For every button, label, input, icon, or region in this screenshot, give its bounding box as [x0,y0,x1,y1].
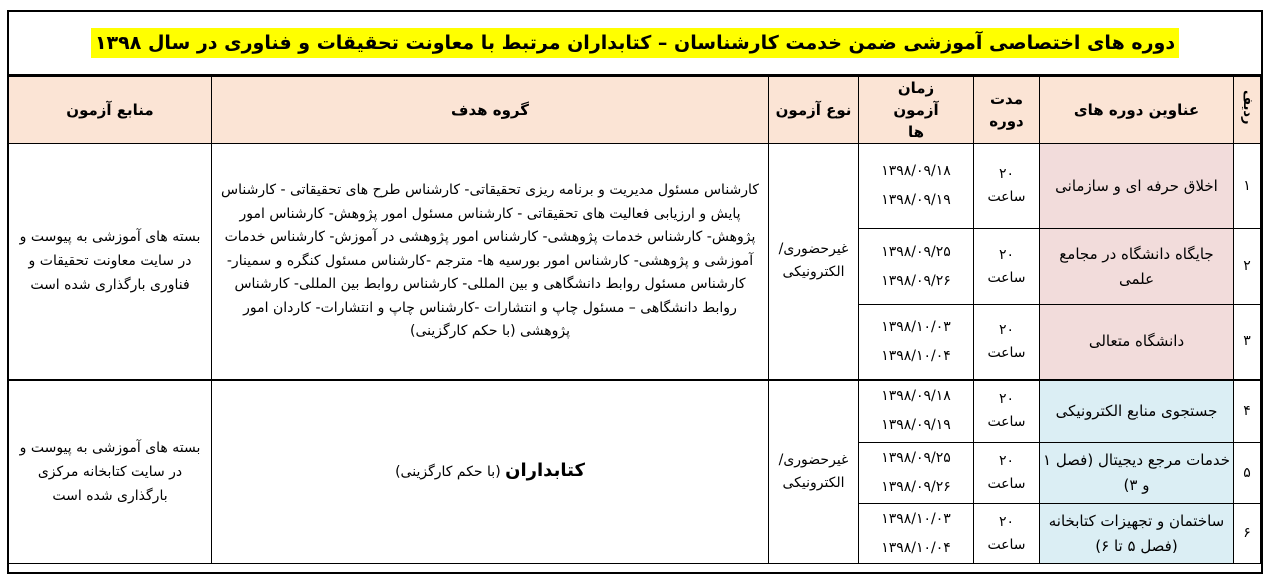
duration-cell: ۲۰ ساعت [974,229,1040,305]
title-row [9,12,1261,76]
row-number: ۴ [1234,380,1261,443]
header-target-group: گروه هدف [212,77,769,144]
page-title: دوره های اختصاصی آموزشی ضمن خدمت کارشناسان – کتابداران مرتبط با معاونت تحقیقات و فناوری در سال ۱۳۹۸ [91,28,1179,58]
row-number: ۱ [1234,144,1261,229]
exam-type-group2: غیرحضوری/ الکترونیکی [769,380,859,564]
exam-dates: ۱۳۹۸/۱۰/۰۳ ۱۳۹۸/۱۰/۰۴ [859,504,974,564]
target-note: (با حکم کارگزینی) [395,464,501,481]
target-group-group1: کارشناس مسئول مدیریت و برنامه ریزی تحقیقاتی- کارشناس طرح های تحقیقاتی - کارشناس پایش و ارزیابی فعالیت های تحقیقاتی - کارشناس مسئول امور پژوهش- کارشناس امور پژوهش- کارشناس خدمات پژوهشی- کارشناس امور پژوهشی در آموزش- کارشناس خدمات آموزشی و پژوهشی- کارشناس امور بورسیه ها- مترجم -کارشناس مسئول کنگره و سمینار- کارشناس مسئول روابط دانشگاهی و بین المللی- کارشناس روابط بین المللی- کارشناس روابط دانشگاهی – مسئول چاپ و انتشارات -کارشناس چاپ و انتشارات- کاردان امور پژوهشی (با حکم کارگزینی) [212,144,769,380]
header-course: عناوین دوره های [1040,77,1234,144]
sources-group2: بسته های آموزشی به پیوست و در سایت کتابخانه مرکزی بارگذاری شده است [9,380,212,564]
header-row-no: ردیف [1234,77,1261,144]
header-exam-type: نوع آزمون [769,77,859,144]
exam-dates: ۱۳۹۸/۰۹/۱۸ ۱۳۹۸/۰۹/۱۹ [859,380,974,443]
duration-cell: ۲۰ ساعت [974,380,1040,443]
course-title: اخلاق حرفه ای و سازمانی [1040,144,1234,229]
courses-table [8,76,1261,564]
exam-dates: ۱۳۹۸/۰۹/۲۵ ۱۳۹۸/۰۹/۲۶ [859,443,974,504]
document-frame [7,10,1263,574]
header-row [9,77,1261,144]
header-sources: منابع آزمون [9,77,212,144]
course-title: ساختمان و تجهیزات کتابخانه (فصل ۵ تا ۶) [1040,504,1234,564]
table-row [9,380,1261,443]
course-title: خدمات مرجع دیجیتال (فصل ۱ و ۳) [1040,443,1234,504]
course-title: دانشگاه متعالی [1040,305,1234,380]
target-group-group2 [212,380,769,564]
duration-cell: ۲۰ ساعت [974,443,1040,504]
sources-group1: بسته های آموزشی به پیوست و در سایت معاونت تحقیقات و فناوری بارگذاری شده است [9,144,212,380]
duration-cell: ۲۰ ساعت [974,144,1040,229]
exam-dates: ۱۳۹۸/۱۰/۰۳ ۱۳۹۸/۱۰/۰۴ [859,305,974,380]
table-row [9,144,1261,229]
duration-cell: ۲۰ ساعت [974,305,1040,380]
row-number: ۲ [1234,229,1261,305]
exam-dates: ۱۳۹۸/۰۹/۱۸ ۱۳۹۸/۰۹/۱۹ [859,144,974,229]
exam-type-group1: غیرحضوری/ الکترونیکی [769,144,859,380]
row-number: ۶ [1234,504,1261,564]
course-title: جستجوی منابع الکترونیکی [1040,380,1234,443]
exam-dates: ۱۳۹۸/۰۹/۲۵ ۱۳۹۸/۰۹/۲۶ [859,229,974,305]
target-main: کتابداران [505,460,585,482]
duration-cell: ۲۰ ساعت [974,504,1040,564]
course-title: جایگاه دانشگاه در مجامع علمی [1040,229,1234,305]
header-exam-time: زمان آزمون ها [859,77,974,144]
row-number: ۵ [1234,443,1261,504]
header-duration: مدت دوره [974,77,1040,144]
row-number: ۳ [1234,305,1261,380]
